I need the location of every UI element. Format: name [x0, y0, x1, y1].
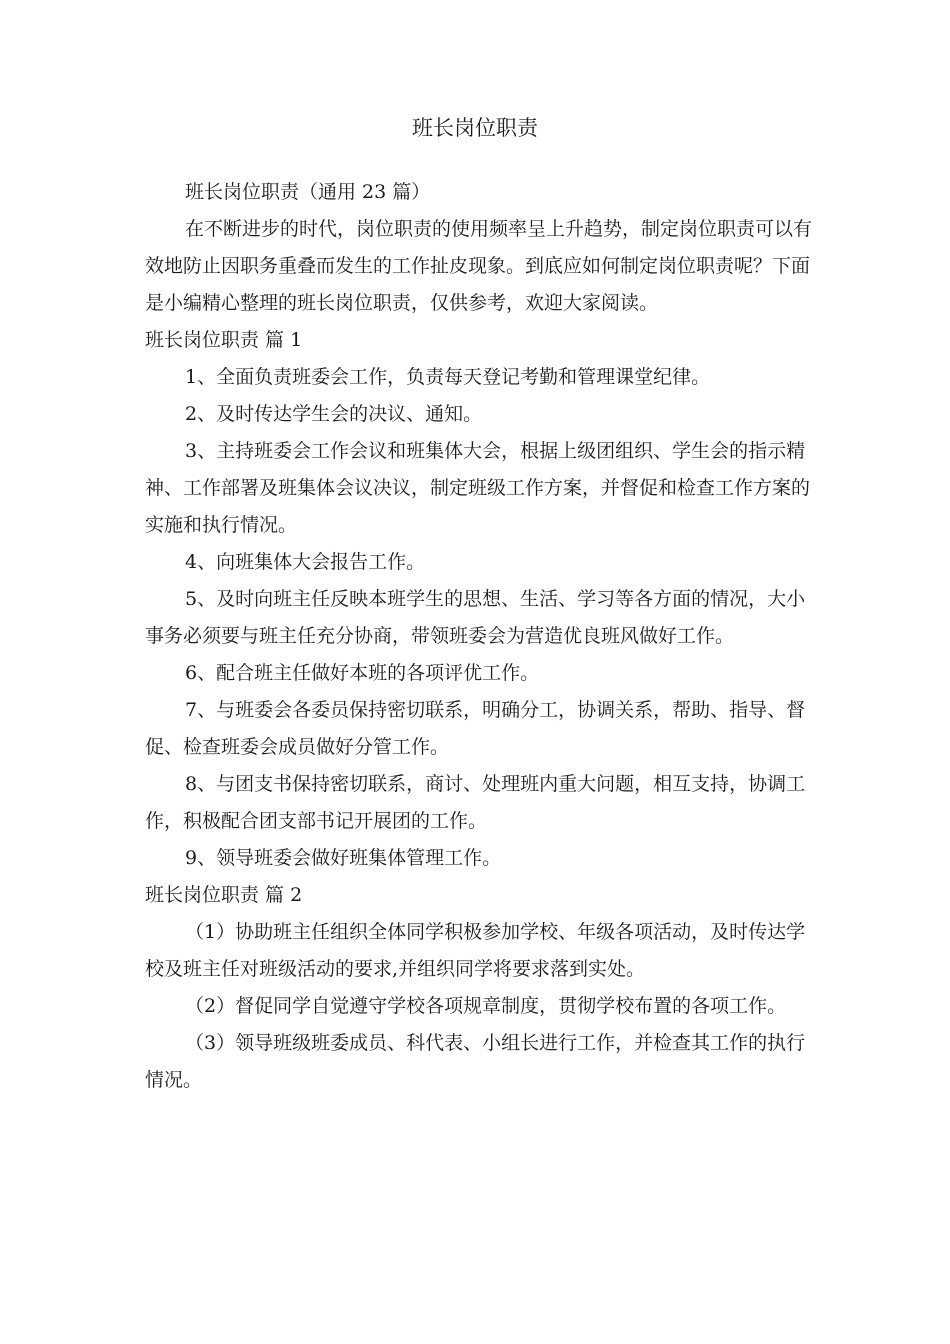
section-1-item: 7、与班委会各委员保持密切联系，明确分工，协调关系，帮助、指导、督促、检查班委会成员做好分管工作。 [145, 699, 806, 758]
section-1-item: 9、领导班委会做好班集体管理工作。 [185, 847, 502, 869]
section-2-item: （2）督促同学自觉遵守学校各项规章制度，贯彻学校布置的各项工作。 [185, 995, 787, 1017]
document-body [145, 174, 813, 1099]
document-title: 班长岗位职责 [412, 116, 538, 140]
section-1-item: 1、全面负责班委会工作，负责每天登记考勤和管理课堂纪律。 [185, 366, 711, 388]
section-1-item: 2、及时传达学生会的决议、通知。 [185, 403, 483, 425]
document-subtitle: 班长岗位职责（通用 23 篇） [185, 181, 431, 203]
section-1-item: 3、主持班委会工作会议和班集体大会，根据上级团组织、学生会的指示精神、工作部署及班集体会议决议，制定班级工作方案，并督促和检查工作方案的实施和执行情况。 [145, 440, 811, 536]
section-2-heading: 班长岗位职责 篇 2 [145, 884, 303, 906]
section-1-item: 4、向班集体大会报告工作。 [185, 551, 426, 573]
section-1-item: 5、及时向班主任反映本班学生的思想、生活、学习等各方面的情况，大小事务必须要与班主任充分协商，带领班委会为营造优良班风做好工作。 [145, 588, 806, 647]
section-2-item: （3）领导班级班委成员、科代表、小组长进行工作，并检查其工作的执行情况。 [145, 1032, 806, 1091]
section-2-item: （1）协助班主任组织全体同学积极参加学校、年级各项活动，及时传达学校及班主任对班级活动的要求,并组织同学将要求落到实处。 [145, 921, 806, 980]
section-1-item: 6、配合班主任做好本班的各项评优工作。 [185, 662, 540, 684]
intro-paragraph: 在不断进步的时代，岗位职责的使用频率呈上升趋势，制定岗位职责可以有效地防止因职务重叠而发生的工作扯皮现象。到底应如何制定岗位职责呢？下面是小编精心整理的班长岗位职责，仅供参考，欢迎大家阅读。 [145, 218, 813, 314]
section-1-heading: 班长岗位职责 篇 1 [145, 329, 303, 351]
section-1-item: 8、与团支书保持密切联系，商讨、处理班内重大问题，相互支持，协调工作，积极配合团支部书记开展团的工作。 [145, 773, 806, 832]
